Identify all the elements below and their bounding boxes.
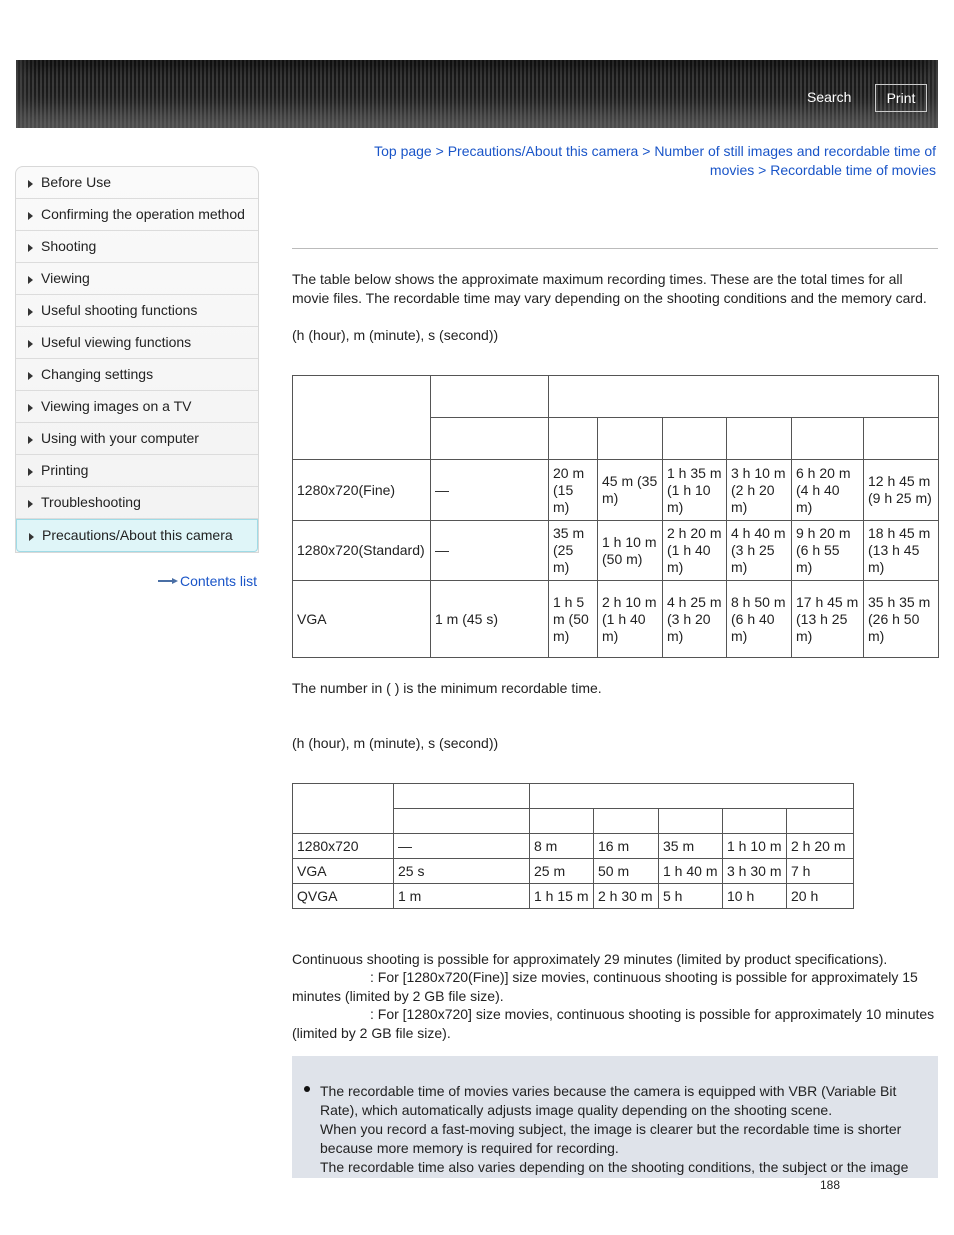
table-cell: 1280x720 (293, 834, 394, 859)
sidebar-item-label: Changing settings (41, 366, 154, 382)
table-cell: 50 m (594, 859, 659, 884)
units-legend: (h (hour), m (minute), s (second)) (292, 735, 499, 751)
bullet-icon (304, 1086, 310, 1092)
table-header-cell (659, 809, 723, 834)
sidebar-item-label: Viewing images on a TV (41, 398, 192, 414)
breadcrumb-number-of-images[interactable]: Number of still images and recordable time of movies (654, 143, 936, 178)
triangle-right-icon (28, 404, 33, 412)
section-divider (292, 248, 938, 249)
table-row (293, 521, 939, 581)
table-row (293, 859, 854, 884)
sidebar-item-viewing[interactable] (16, 263, 258, 295)
table-cell: 1 h 35 m (1 h 10 m) (663, 460, 727, 521)
table-row (293, 834, 854, 859)
breadcrumb-separator: > (435, 143, 444, 159)
table-cell: 1 m (45 s) (431, 581, 549, 658)
breadcrumb-separator: > (758, 162, 767, 178)
triangle-right-icon (28, 308, 33, 316)
table-cell: — (431, 521, 549, 581)
page-number: 188 (820, 1178, 841, 1192)
header-bar (16, 60, 938, 128)
table-header-cell (792, 418, 864, 460)
table-cell: 35 m (25 m) (549, 521, 598, 581)
table-cell: 2 h 30 m (594, 884, 659, 909)
table-cell: 20 m (15 m) (549, 460, 598, 521)
table-cell: 2 h 20 m (1 h 40 m) (663, 521, 727, 581)
sidebar-item-label: Useful viewing functions (41, 334, 192, 350)
table-cell: 3 h 10 m (2 h 20 m) (727, 460, 792, 521)
table-cell: 35 m (659, 834, 723, 859)
sidebar-item-label: Useful shooting functions (41, 302, 198, 318)
table-row (293, 460, 939, 521)
table-cell: QVGA (293, 884, 394, 909)
intro-text: The table below shows the approximate maximum recording times. These are the total times for all movie files. The recordable time may vary depending on the shooting conditions and the memory card. (292, 271, 927, 306)
table-cell: 16 m (594, 834, 659, 859)
table-header-cell (293, 784, 394, 834)
note-paragraph: The recordable time of movies varies because the camera is equipped with VBR (Variable Bit Rate), which automatically adjusts image quality depending on the shooting scene. (320, 1083, 897, 1118)
triangle-right-icon (28, 500, 33, 508)
sidebar (15, 166, 259, 553)
breadcrumb-precautions[interactable]: Precautions/About this camera (447, 143, 639, 159)
table-row (293, 581, 939, 658)
table-cell: 10 h (723, 884, 787, 909)
table-cell: 45 m (35 m) (598, 460, 663, 521)
table-header-cell (530, 784, 854, 809)
units-legend: (h (hour), m (minute), s (second)) (292, 327, 499, 343)
table-cell: 5 h (659, 884, 723, 909)
note-paragraph: When you record a fast-moving subject, the image is clearer but the recordable time is shorter because more memory is required for recording. (320, 1121, 902, 1156)
table-cell: 4 h 25 m (3 h 20 m) (663, 581, 727, 658)
sidebar-item-label: Printing (41, 462, 89, 478)
sidebar-item-shooting[interactable] (16, 231, 258, 263)
recording-time-table-2 (292, 783, 854, 909)
sidebar-item-computer[interactable] (16, 423, 258, 455)
sidebar-item-viewing-tv[interactable] (16, 391, 258, 423)
table-header-cell (787, 809, 854, 834)
note-text (320, 1082, 920, 1177)
table-footnote: The number in ( ) is the minimum recordable time. (292, 680, 602, 696)
table-header-cell (864, 418, 939, 460)
recording-time-table (292, 375, 939, 658)
table-cell: 3 h 30 m (723, 859, 787, 884)
table-header-cell (549, 418, 598, 460)
sidebar-item-label: Viewing (41, 270, 90, 286)
table-header-cell (530, 809, 594, 834)
table-cell: 6 h 20 m (4 h 40 m) (792, 460, 864, 521)
table-cell: 1 h 15 m (530, 884, 594, 909)
table-cell: 1280x720(Standard) (293, 521, 431, 581)
table-cell: 9 h 20 m (6 h 55 m) (792, 521, 864, 581)
table-cell: 8 m (530, 834, 594, 859)
triangle-right-icon (28, 340, 33, 348)
sidebar-item-before-use[interactable] (16, 167, 258, 199)
sidebar-item-printing[interactable] (16, 455, 258, 487)
breadcrumb (330, 142, 936, 180)
contents-list-label: Contents list (180, 573, 258, 589)
contents-list-link[interactable] (158, 573, 257, 589)
triangle-right-icon (28, 468, 33, 476)
table-header-cell (549, 376, 939, 418)
table-cell: 1 m (394, 884, 530, 909)
triangle-right-icon (29, 533, 34, 541)
continuous-note-1: Continuous shooting is possible for approximately 29 minutes (limited by product specifications). (292, 951, 888, 967)
table-cell: 2 h 20 m (787, 834, 854, 859)
sidebar-item-precautions[interactable] (16, 519, 258, 552)
table-cell: 1280x720(Fine) (293, 460, 431, 521)
table-cell: 8 h 50 m (6 h 40 m) (727, 581, 792, 658)
table-cell: 1 h 40 m (659, 859, 723, 884)
sidebar-item-confirming-operation[interactable] (16, 199, 258, 231)
table-header-cell (598, 418, 663, 460)
continuous-note-3: : For [1280x720] size movies, continuous shooting is possible for approximately 10 minutes (limited by 2 GB file size). (292, 1006, 935, 1041)
table-cell: 35 h 35 m (26 h 50 m) (864, 581, 939, 658)
table-cell: 12 h 45 m (9 h 25 m) (864, 460, 939, 521)
table-cell: 7 h (787, 859, 854, 884)
breadcrumb-separator: > (642, 143, 651, 159)
table-cell: 18 h 45 m (13 h 45 m) (864, 521, 939, 581)
table-cell: 4 h 40 m (3 h 25 m) (727, 521, 792, 581)
table-header-cell (394, 784, 530, 809)
table-header-cell (723, 809, 787, 834)
table-cell: 17 h 45 m (13 h 25 m) (792, 581, 864, 658)
sidebar-item-label: Before Use (41, 174, 112, 190)
table-cell: 25 s (394, 859, 530, 884)
triangle-right-icon (28, 180, 33, 188)
triangle-right-icon (28, 436, 33, 444)
print-button[interactable]: Print (875, 84, 927, 112)
table-header-cell (663, 418, 727, 460)
sidebar-item-troubleshooting[interactable] (16, 487, 258, 519)
sidebar-item-useful-viewing[interactable] (16, 327, 258, 359)
triangle-right-icon (28, 276, 33, 284)
table-cell: 25 m (530, 859, 594, 884)
breadcrumb-recordable-time[interactable]: Recordable time of movies (770, 162, 936, 178)
sidebar-item-label: Confirming the operation method (41, 206, 245, 222)
table-header-cell (394, 809, 530, 834)
table-header-cell (431, 376, 549, 418)
continuous-note-2: : For [1280x720(Fine)] size movies, continuous shooting is possible for approximately 15 minutes (limited by 2 GB file size). (292, 969, 918, 1004)
table-row (293, 884, 854, 909)
sidebar-item-changing-settings[interactable] (16, 359, 258, 391)
arrow-right-icon (158, 578, 178, 584)
sidebar-item-label: Using with your computer (41, 430, 199, 446)
table-cell: 1 h 10 m (723, 834, 787, 859)
table-cell: VGA (293, 581, 431, 658)
sidebar-item-label: Precautions/About this camera (42, 527, 233, 543)
sidebar-item-label: Shooting (41, 238, 97, 254)
table-cell: 1 h 5 m (50 m) (549, 581, 598, 658)
triangle-right-icon (28, 372, 33, 380)
triangle-right-icon (28, 212, 33, 220)
sidebar-item-label: Troubleshooting (41, 494, 141, 510)
table-cell: 1 h 10 m (50 m) (598, 521, 663, 581)
breadcrumb-top-page[interactable]: Top page (374, 143, 432, 159)
table-header-cell (293, 376, 431, 460)
table-header-cell (727, 418, 792, 460)
table-cell: 20 h (787, 884, 854, 909)
table-cell: — (431, 460, 549, 521)
sidebar-item-useful-shooting[interactable] (16, 295, 258, 327)
triangle-right-icon (28, 244, 33, 252)
table-cell: VGA (293, 859, 394, 884)
table-cell: 2 h 10 m (1 h 40 m) (598, 581, 663, 658)
search-link[interactable]: Search (807, 89, 852, 105)
note-paragraph: The recordable time also varies depending on the shooting conditions, the subject or the image (320, 1159, 909, 1175)
table-header-cell (431, 418, 549, 460)
table-cell: — (394, 834, 530, 859)
table-header-cell (594, 809, 659, 834)
